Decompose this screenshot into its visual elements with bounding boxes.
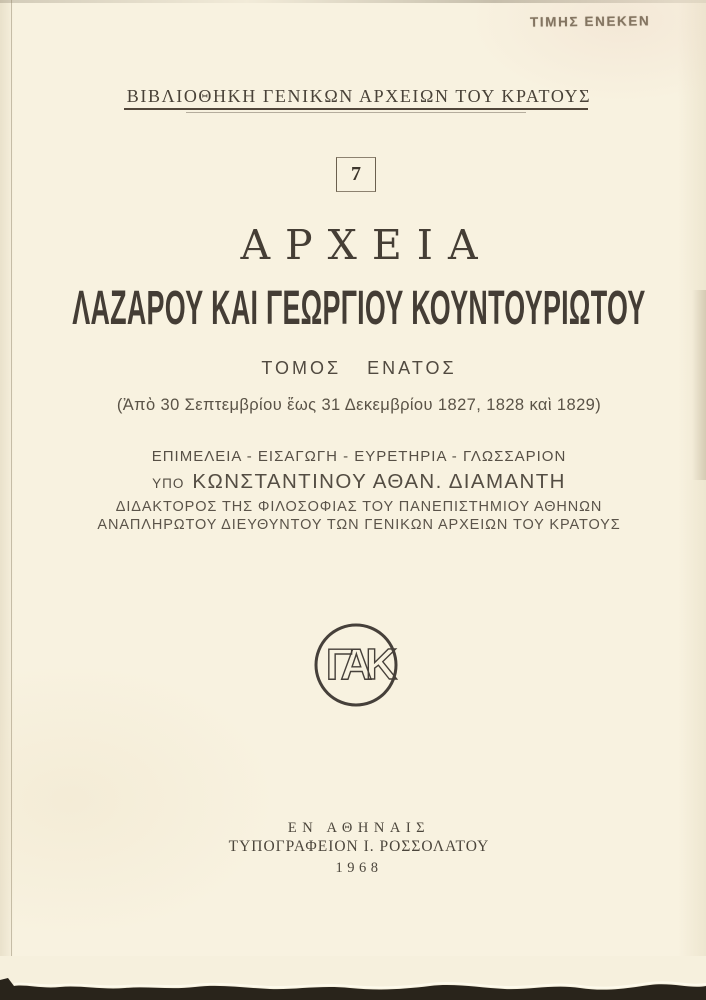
- editor-roles-line: ΕΠΙΜΕΛΕΙΑ - ΕΙΣΑΓΩΓΗ - ΕΥΡΕΤΗΡΙΑ - ΓΛΩΣΣΑΡΙΟΝ: [151, 448, 567, 465]
- series-number: 7: [351, 163, 361, 185]
- editor-name: ΚΩΝΣΤΑΝΤΙΝΟΥ ΑΘΑΝ. ΔΙΑΜΑΝΤΗ: [192, 470, 566, 493]
- book-title: ΑΡΧΕΙΑ: [240, 221, 493, 269]
- book-subtitle-container: [12, 283, 706, 333]
- gak-monogram-logo: [312, 621, 400, 709]
- paper-torn-bottom-edge: [0, 956, 706, 1000]
- series-number-box: [336, 157, 376, 192]
- series-header: ΒΙΒΛΙΟΘΗΚΗ ΓΕΝΙΚΩΝ ΑΡΧΕΙΩΝ ΤΟΥ ΚΡΑΤΟΥΣ: [126, 86, 592, 106]
- paper-edge-shape: [0, 956, 706, 990]
- volume-ordinal: ΕΝΑΤΟΣ: [367, 358, 457, 378]
- volume-line: [12, 358, 706, 379]
- editor-credential-1: ΔΙΔΑΚΤΟΡΟΣ ΤΗΣ ΦΙΛΟΣΟΦΙΑΣ ΤΟΥ ΠΑΝΕΠΙΣΤΗΜΙΟΥ ΑΘΗΝΩΝ: [115, 499, 603, 515]
- editor-byline: [12, 470, 706, 494]
- ink-stamp: ΤΙΜΗΣ ΕΝΕΚΕΝ: [529, 13, 651, 30]
- book-subtitle: ΛΑΖΑΡΟΥ ΚΑΙ ΓΕΩΡΓΙΟΥ ΚΟΥΝΤΟΥΡΙΩΤΟΥ: [72, 281, 646, 335]
- imprint-printer: ΤΥΠΟΓΡΑΦΕΙΟΝ Ι. ΡΟΣΣΟΛΑΤΟΥ: [228, 838, 490, 855]
- series-underline-secondary: [186, 112, 526, 113]
- imprint-place: ΕΝ ΑΘΗΝΑΙΣ: [287, 820, 431, 836]
- date-range: (Ἀπὸ 30 Σεπτεμβρίου ἕως 31 Δεκεμβρίου 1827, 1828 καὶ 1829): [116, 396, 602, 414]
- logo-monogram-text: ΓΑΚ: [325, 640, 391, 689]
- series-underline: [124, 108, 588, 110]
- imprint-year: 1968: [335, 860, 383, 876]
- paper-top-edge: [0, 0, 706, 3]
- volume-label: ΤΟΜΟΣ: [261, 358, 342, 378]
- editor-credential-2: ΑΝΑΠΛΗΡΩΤΟΥ ΔΙΕΥΘΥΝΤΟΥ ΤΩΝ ΓΕΝΙΚΩΝ ΑΡΧΕΙΩΝ ΤΟΥ ΚΡΑΤΟΥΣ: [97, 517, 621, 533]
- by-prefix: ΥΠΟ: [152, 476, 185, 491]
